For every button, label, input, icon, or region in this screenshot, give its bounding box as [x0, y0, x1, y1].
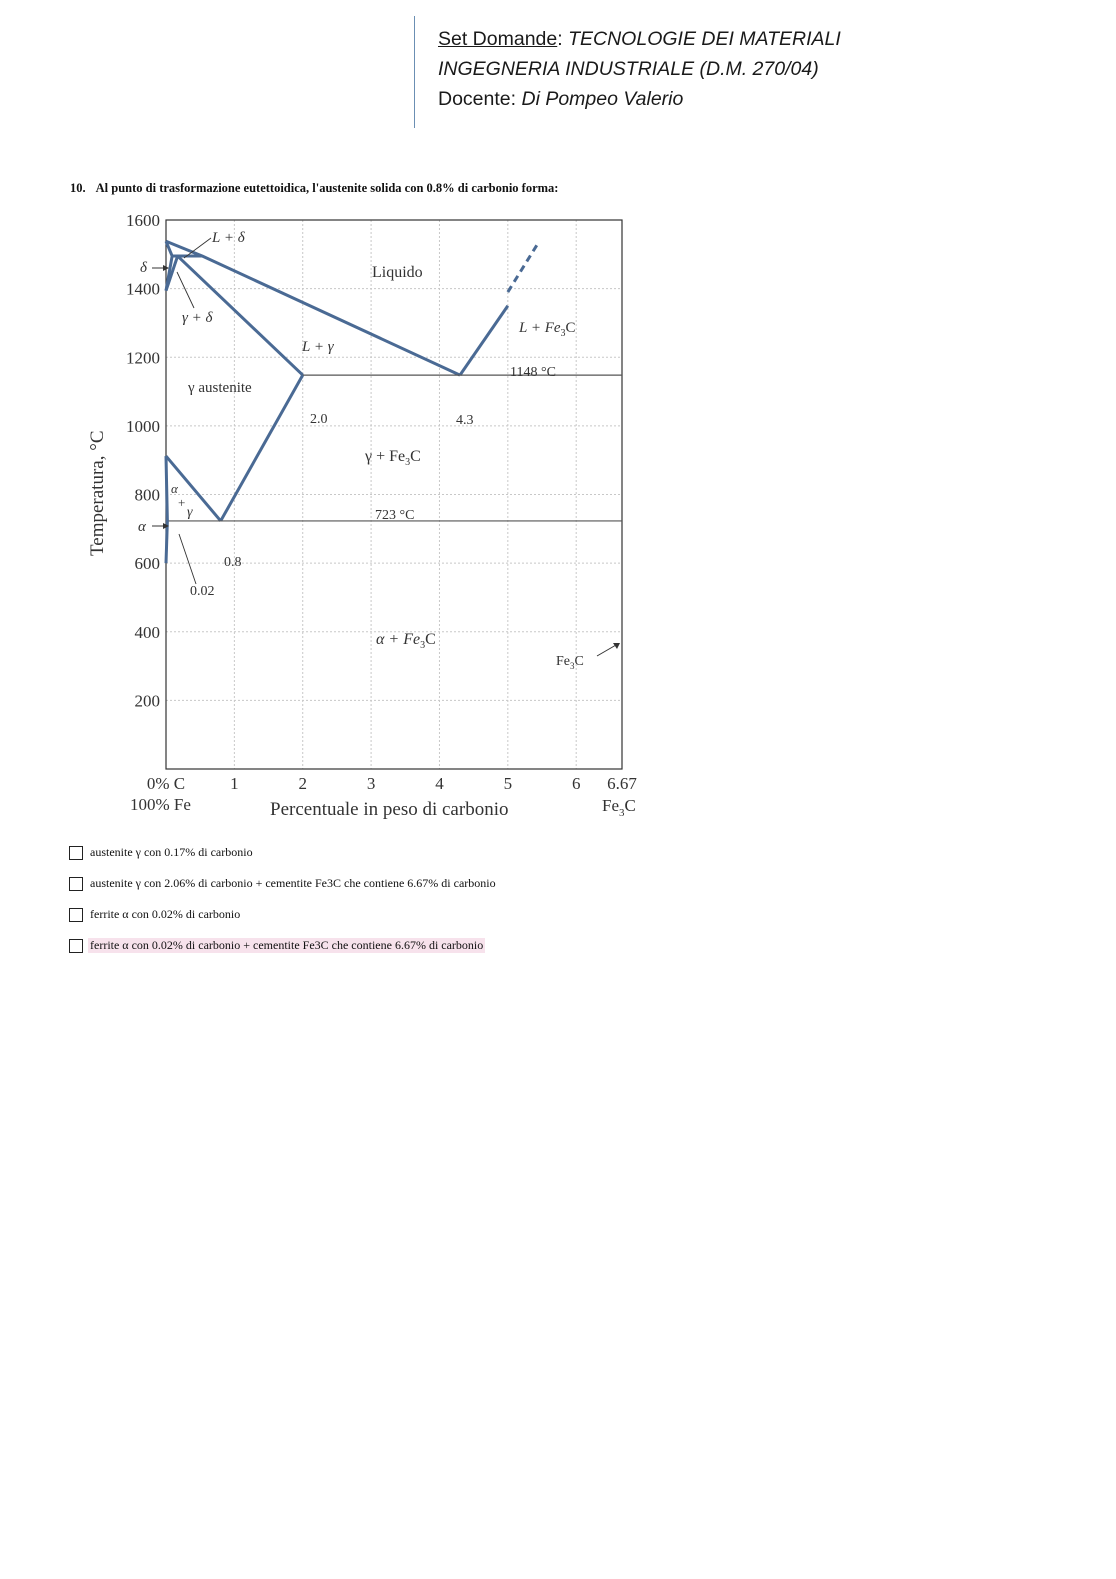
checkbox-4[interactable] — [69, 939, 83, 953]
question-text: Al punto di trasformazione eutettoidica, l'austenite solida con 0.8% di carbonio forma: — [95, 181, 559, 195]
x-tick-label: 2 — [298, 774, 307, 793]
x-tick-label: 5 — [503, 774, 513, 793]
region-gamma-austenite: γ austenite — [188, 380, 252, 396]
y-tick-label: 200 — [134, 691, 160, 711]
region-gamma-delta: γ + δ — [182, 310, 213, 326]
liquidus-right-dashed — [508, 242, 539, 292]
region-alpha-fe3c: $\alpha + Fe_3C$ — [376, 631, 436, 651]
fe3c-label: $Fe_3C$ — [556, 654, 584, 671]
option-3-text: ferrite α con 0.02% di carbonio — [90, 907, 241, 921]
answer-option-1[interactable] — [69, 843, 498, 862]
x-sub-left-label: 100% Fe — [130, 795, 191, 814]
x-tick-label: 6 — [571, 774, 581, 793]
answer-options — [69, 843, 498, 967]
region-alpha-small: α — [171, 481, 178, 496]
header-line-set: Set Domande: TECNOLOGIE DEI MATERIALI — [438, 28, 841, 50]
eutectic-temp-label: 1148 °C — [510, 365, 556, 380]
p002-leader — [179, 534, 196, 584]
set-label: Set Domande — [438, 28, 558, 50]
document-header — [438, 24, 841, 114]
x-tick-label: 6.67 — [607, 774, 637, 793]
option-1-text: austenite γ con 0.17% di carbonio — [90, 845, 253, 859]
y-tick-label: 1000 — [126, 416, 160, 436]
x-tick-labels — [147, 774, 638, 793]
liquidus-left — [166, 241, 460, 375]
x-tick-label: 0% C — [146, 774, 186, 793]
fe3c-arrow — [597, 645, 616, 656]
x-tick-label: 1 — [230, 774, 239, 793]
region-plus-small: + — [178, 495, 186, 510]
y-alpha-label: α — [138, 519, 146, 535]
checkbox-2[interactable] — [69, 877, 83, 891]
docente-name: Di Pompeo Valerio — [521, 88, 684, 110]
region-l-delta: L + δ — [212, 230, 245, 246]
header-line-docente — [438, 84, 841, 114]
region-gamma-small: γ — [187, 505, 193, 520]
answer-option-3[interactable] — [69, 905, 498, 924]
point-0-8-label: 0.8 — [224, 555, 242, 570]
alpha-left — [166, 456, 167, 521]
g-delta-leader — [177, 272, 194, 308]
header-line-degree — [438, 54, 841, 84]
answer-option-4[interactable] — [69, 936, 498, 955]
region-gamma-fe3c: $\gamma + Fe_3C$ — [365, 448, 421, 468]
point-4-3-label: 4.3 — [456, 413, 474, 428]
liquidus-right — [460, 306, 508, 375]
region-liquido: Liquido — [372, 264, 423, 281]
y-tick-label: 800 — [134, 485, 160, 505]
point-0-02-label: 0.02 — [190, 584, 215, 599]
y-tick-label: 1600 — [126, 211, 160, 230]
region-l-fe3c: $L + Fe_3C$ — [519, 320, 576, 339]
answer-option-2[interactable] — [69, 874, 498, 893]
x-tick-label: 4 — [435, 774, 444, 793]
iron-carbon-phase-diagram — [80, 210, 660, 830]
point-2-0-label: 2.0 — [310, 412, 328, 427]
eutectoid-temp-label: 723 °C — [375, 508, 415, 523]
question — [70, 181, 558, 196]
y-tick-label: 1200 — [126, 348, 160, 368]
checkbox-1[interactable] — [69, 846, 83, 860]
y-tick-label: 400 — [134, 622, 160, 642]
y-tick-label: 1400 — [126, 279, 160, 299]
acm-line — [221, 375, 303, 521]
phase-diagram-svg — [80, 210, 660, 825]
x-tick-label: 3 — [366, 774, 376, 793]
option-2-text: austenite γ con 2.06% di carbonio + cementite Fe3C che contiene 6.67% di carbonio — [90, 876, 496, 890]
y-axis-label: Temperatura, °C — [87, 430, 108, 556]
region-l-gamma: L + γ — [302, 339, 334, 355]
y-delta-label: δ — [140, 260, 147, 276]
question-number: 10. — [70, 181, 86, 195]
docente-label: Docente: — [438, 88, 517, 110]
degree-title: INGEGNERIA INDUSTRIALE (D.M. 270/04) — [438, 58, 819, 80]
x-sub-right-label: $Fe_3C$ — [602, 796, 636, 819]
course-title: TECNOLOGIE DEI MATERIALI — [568, 28, 841, 50]
x-axis-label: Percentuale in peso di carbonio — [270, 799, 509, 820]
checkbox-3[interactable] — [69, 908, 83, 922]
header-divider — [414, 16, 415, 128]
y-tick-label: 600 — [134, 554, 160, 574]
y-tick-labels — [126, 211, 160, 710]
option-4-text: ferrite α con 0.02% di carbonio + cementite Fe3C che contiene 6.67% di carbonio — [90, 938, 484, 952]
